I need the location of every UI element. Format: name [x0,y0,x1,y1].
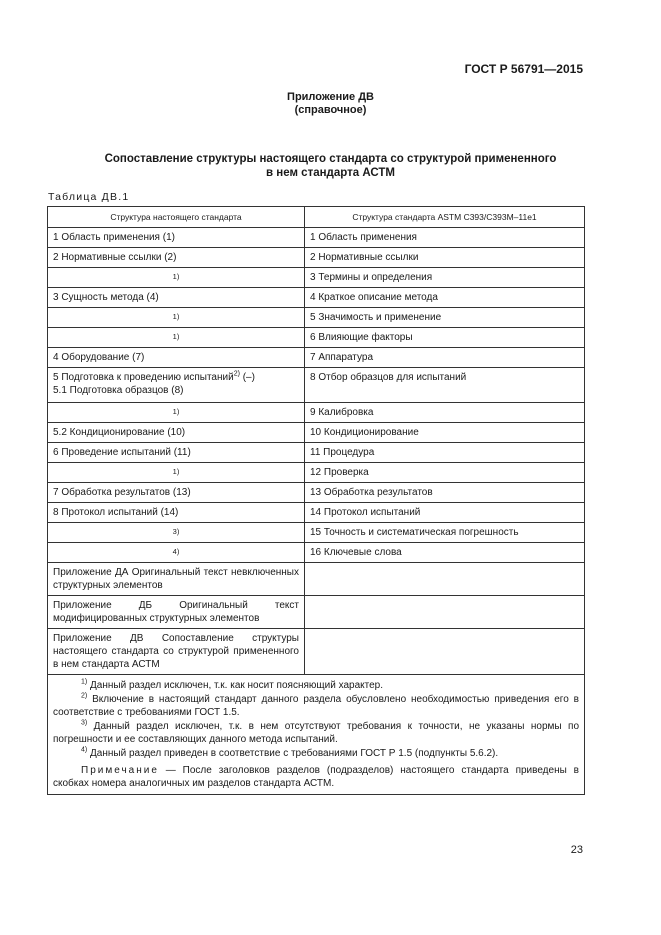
remark-label: Примечание [81,765,159,776]
row-left: Приложение ДБ Оригинальный текст модифицированных структурных элементов [48,596,305,629]
footnote [53,693,579,719]
row-right: 7 Аппаратура [305,348,585,368]
table-row [48,368,585,403]
row-left-footnote-ref [48,328,305,348]
footnote [53,747,579,760]
row-right: 8 Отбор образцов для испытаний [305,368,585,403]
row-right [305,596,585,629]
table-header-row [48,207,585,228]
row-right: 6 Влияющие факторы [305,328,585,348]
table-row [48,629,585,675]
table-row [48,523,585,543]
row-left: 7 Обработка результатов (13) [48,483,305,503]
footnote [53,679,579,692]
structure-comparison-table [47,206,585,795]
table-row [48,463,585,483]
document-code: ГОСТ Р 56791—2015 [464,62,583,76]
footnote-ref: 1) [172,312,180,321]
footnote-mark: 1) [81,678,88,686]
footnote-mark: 2) [81,692,88,700]
heading-line-1: Сопоставление структуры настоящего стандарта со структурой примененного [104,153,557,165]
row-left-footnote-ref [48,543,305,563]
footnote-ref: 3) [172,527,180,536]
row-right: 11 Процедура [305,443,585,463]
table-row [48,443,585,463]
table-row [48,423,585,443]
header-right: Структура стандарта ASTM C393/C393M–11e1 [305,207,585,228]
row-left-footnote-ref [48,523,305,543]
row-left-subitem: 5.1 Подготовка образцов (8) [53,385,184,396]
appendix-kind: (справочное) [294,104,367,116]
table-row [48,248,585,268]
footnote [53,720,579,746]
footnote-text: Данный раздел приведен в соответствие с требованиями ГОСТ Р 1.5 (подпункты 5.6.2). [87,748,499,759]
row-right: 9 Калибровка [305,403,585,423]
row-left-footnote-ref [48,403,305,423]
row-right: 5 Значимость и применение [305,308,585,328]
row-left: 8 Протокол испытаний (14) [48,503,305,523]
row-right: 13 Обработка результатов [305,483,585,503]
footnote-superscript: 2) [233,370,240,378]
footnote-ref: 1) [172,332,180,341]
table-row [48,268,585,288]
row-left: 6 Проведение испытаний (11) [48,443,305,463]
row-left [48,368,305,403]
footnote-mark: 4) [81,746,88,754]
row-right: 10 Кондиционирование [305,423,585,443]
header-left: Структура настоящего стандарта [48,207,305,228]
footnote-text: Данный раздел исключен, т.к. как носит поясняющий характер. [87,680,383,691]
table-caption: Таблица ДВ.1 [48,191,130,203]
remark-text: — После заголовков разделов (подразделов) настоящего стандарта приведены в скобках номера аналогичных им разделов стандарта АСТМ. [53,765,579,789]
footnote-ref: 1) [172,407,180,416]
table-row [48,403,585,423]
footnote-ref: 1) [172,467,180,476]
table-row [48,228,585,248]
footnotes-row [48,675,585,795]
row-right [305,563,585,596]
row-left-footnote-ref [48,463,305,483]
heading-line-2: в нем стандарта АСТМ [266,167,395,179]
row-left: 3 Сущность метода (4) [48,288,305,308]
table-row [48,308,585,328]
row-left-text: 5 Подготовка к проведению испытаний [53,372,234,383]
page-number: 23 [570,844,583,856]
section-heading [0,152,661,180]
row-right: 12 Проверка [305,463,585,483]
row-right: 15 Точность и систематическая погрешность [305,523,585,543]
row-left: Приложение ДВ Сопоставление структуры настоящего стандарта со структурой примененного в нем стандарта АСТМ [48,629,305,675]
appendix-title: Приложение ДВ [287,91,374,103]
row-left: 5.2 Кондиционирование (10) [48,423,305,443]
table-row [48,348,585,368]
table-row [48,596,585,629]
row-right: 4 Краткое описание метода [305,288,585,308]
appendix-header [0,91,661,117]
row-left-suffix: (–) [239,372,255,383]
row-left: Приложение ДА Оригинальный текст невключенных структурных элементов [48,563,305,596]
table-row [48,543,585,563]
footnote-ref: 4) [172,547,180,556]
footnotes-cell [48,675,585,795]
table-row [48,288,585,308]
row-left: 2 Нормативные ссылки (2) [48,248,305,268]
table-remark [53,764,579,790]
footnote-ref: 1) [172,272,180,281]
footnote-mark: 3) [81,719,88,727]
table-row [48,483,585,503]
table-row [48,563,585,596]
table-row [48,503,585,523]
row-right: 2 Нормативные ссылки [305,248,585,268]
footnote-text: Включение в настоящий стандарт данного раздела обусловлено необходимостью приведения его в соответствие с требованиями ГОСТ 1.5. [53,694,579,718]
row-right: 1 Область применения [305,228,585,248]
row-left: 1 Область применения (1) [48,228,305,248]
row-right: 3 Термины и определения [305,268,585,288]
row-right: 16 Ключевые слова [305,543,585,563]
footnote-text: Данный раздел исключен, т.к. в нем отсутствуют требования к точности, не указаны нормы по погрешности и ее составляющих данного метода испытаний. [53,721,579,745]
table-row [48,328,585,348]
row-right: 14 Протокол испытаний [305,503,585,523]
row-left-footnote-ref [48,308,305,328]
row-left-footnote-ref [48,268,305,288]
row-left: 4 Оборудование (7) [48,348,305,368]
row-right [305,629,585,675]
